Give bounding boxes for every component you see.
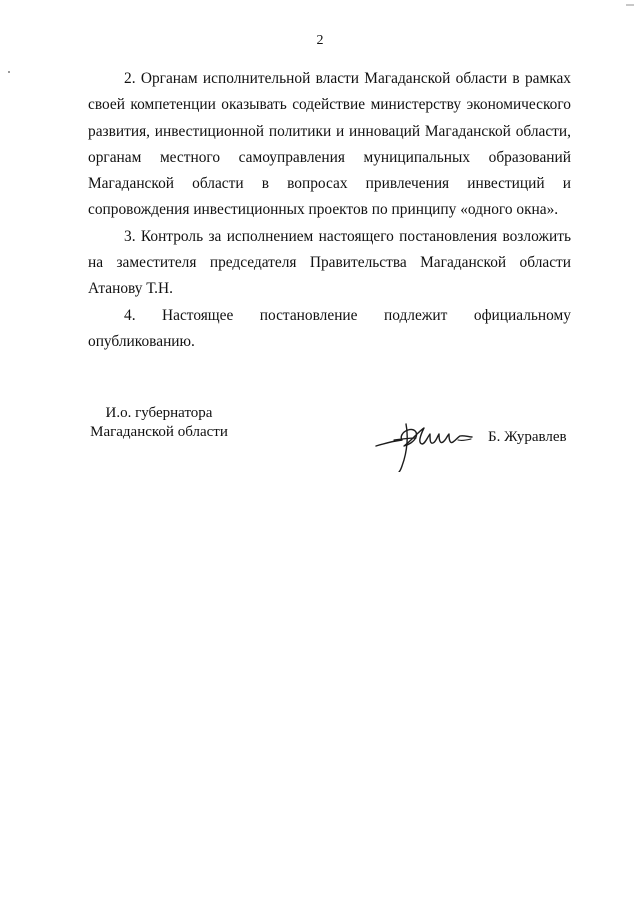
paragraph-line: сопровождения инвестиционных проектов по принципу «одного окна».: [88, 201, 559, 219]
signatory-name: Б. Журавлев: [488, 429, 567, 445]
scan-artifact: [626, 4, 634, 6]
handwritten-signature: [372, 410, 482, 472]
paragraph-line: Магаданской области в вопросах привлечения инвестиций и: [88, 175, 571, 193]
paragraph-2: [88, 66, 571, 224]
paragraph-line: Атанову Т.Н.: [88, 280, 173, 298]
signature-block: [0, 404, 640, 484]
paragraph-line: 4. Настоящее постановление подлежит официальному: [124, 306, 571, 324]
signatory-title-line: И.о. губернатора: [105, 405, 213, 421]
paragraph-4: [88, 303, 571, 356]
scan-artifact: [8, 71, 10, 73]
signatory-title: [84, 404, 234, 442]
paragraph-line: 2. Органам исполнительной власти Магаданской области в рамках: [124, 70, 571, 87]
signatory-title-line: Магаданской области: [90, 424, 228, 440]
paragraph-line: на заместителя председателя Правительства Магаданской области: [88, 254, 571, 272]
page-number: 2: [316, 33, 324, 48]
document-body: [88, 66, 571, 355]
paragraph-line: 3. Контроль за исполнением настоящего постановления возложить: [124, 227, 571, 245]
paragraph-line: опубликованию.: [88, 332, 195, 350]
paragraph-3: [88, 224, 571, 303]
paragraph-line: своей компетенции оказывать содействие министерству экономического: [88, 96, 571, 114]
paragraph-line: развития, инвестиционной политики и инноваций Магаданской области,: [88, 122, 571, 140]
paragraph-line: органам местного самоуправления муниципальных образований: [88, 148, 571, 166]
